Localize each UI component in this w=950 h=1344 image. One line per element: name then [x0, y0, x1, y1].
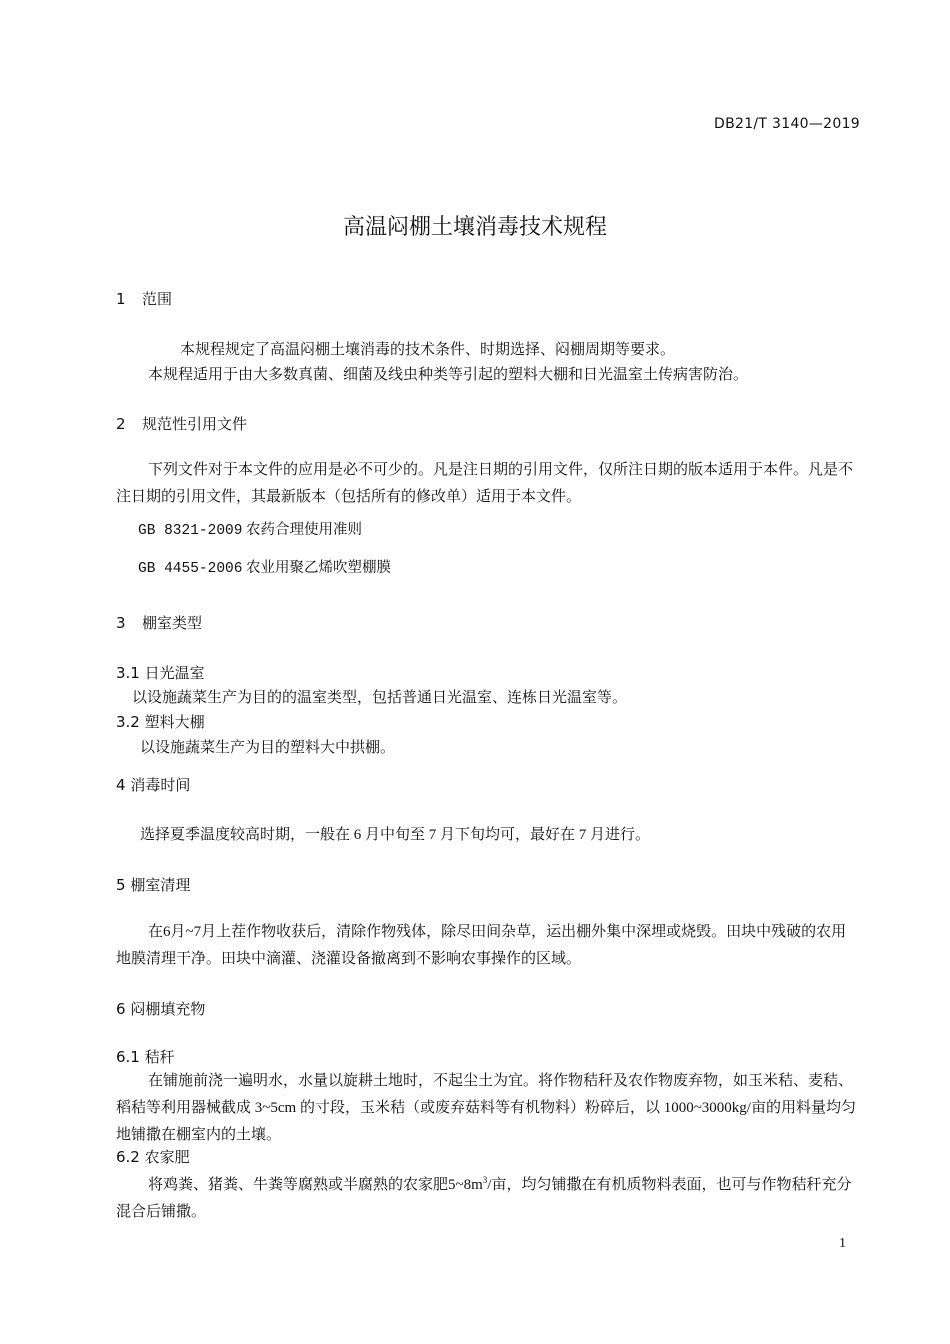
section-1-paragraph-1: 本规程规定了高温闷棚土壤消毒的技术条件、时期选择、闷棚周期等要求。: [180, 342, 676, 358]
subsection-3-2-title: 塑料大棚: [144, 713, 205, 731]
section-2-number: 2: [116, 415, 126, 433]
section-4-heading: [116, 774, 190, 795]
subsection-3-2-heading: [116, 711, 205, 732]
subsection-6-1-number: 6.1: [116, 1048, 140, 1066]
section-1-heading: [116, 288, 172, 309]
subsection-6-2-text: [116, 1167, 861, 1226]
subsection-3-1-text: 以设施蔬菜生产为目的的温室类型，包括普通日光温室、连栋日光温室等。: [132, 690, 628, 706]
superscript-cubic: 3: [482, 1175, 488, 1185]
subsection-6-2-number: 6.2: [116, 1148, 140, 1166]
section-6-title: 闷棚填充物: [130, 1000, 206, 1018]
reference-item: [138, 556, 391, 577]
subsection-6-2-text-end: /亩，均匀铺撒在有机质物料表面，也可与作物秸秆充分混合后铺撒。: [116, 1177, 852, 1220]
section-2-title: 规范性引用文件: [142, 415, 248, 433]
section-1-title: 范围: [142, 290, 173, 308]
section-4-number: 4: [116, 776, 126, 794]
subsection-3-1-number: 3.1: [116, 664, 140, 682]
subsection-3-2-text: 以设施蔬菜生产为目的塑料大中拱棚。: [140, 740, 396, 756]
section-5-number: 5: [116, 876, 126, 894]
section-5-heading: [116, 874, 190, 895]
subsection-6-1-title: 秸秆: [144, 1048, 175, 1066]
section-1-number: 1: [116, 290, 126, 308]
subsection-6-2-title: 农家肥: [144, 1148, 190, 1166]
section-3-number: 3: [116, 614, 126, 632]
reference-name: 农药合理使用准则: [246, 522, 363, 538]
section-1-paragraph-2: 本规程适用于由大多数真菌、细菌及线虫种类等引起的塑料大棚和日光温室土传病害防治。: [148, 367, 749, 383]
reference-code: GB 4455-2006: [138, 561, 243, 577]
section-4-title: 消毒时间: [130, 776, 191, 794]
section-2-intro: 下列文件对于本文件的应用是必不可少的。凡是注日期的引用文件，仅所注日期的版本适用于本件。凡是不注日期的引用文件，其最新版本（包括所有的修改单）适用于本文件。: [116, 462, 854, 505]
section-4-text: 选择夏季温度较高时期，一般在 6 月中旬至 7 月下旬均可，最好在 7 月进行。: [140, 827, 651, 843]
subsection-3-1-title: 日光温室: [144, 664, 205, 682]
section-3-heading: [116, 612, 202, 633]
section-2-heading: [116, 413, 247, 434]
subsection-6-1-heading: [116, 1046, 175, 1067]
subsection-6-2-heading: [116, 1146, 190, 1167]
document-title: 高温闷棚土壤消毒技术规程: [342, 215, 607, 240]
page-number: 1: [839, 1236, 846, 1251]
subsection-3-2-number: 3.2: [116, 713, 140, 731]
section-6-heading: [116, 998, 205, 1019]
subsection-6-2-text-start: 将鸡粪、猪粪、牛粪等腐熟或半腐熟的农家肥5~8m: [148, 1177, 483, 1193]
document-number: DB21/T 3140—2019: [714, 116, 860, 132]
section-3-title: 棚室类型: [142, 614, 203, 632]
reference-code: GB 8321-2009: [138, 523, 243, 539]
subsection-3-1-heading: [116, 662, 205, 683]
reference-item: [138, 518, 362, 539]
section-5-title: 棚室清理: [130, 876, 191, 894]
section-5-text: 在6月~7月上茬作物收获后，清除作物残体，除尽田间杂草，运出棚外集中深埋或烧毁。田块中残破的农用地膜清理干净。田块中滴灌、浇灌设备撤离到不影响农事操作的区域。: [116, 924, 847, 967]
subsection-6-1-text: 在铺施前浇一遍明水，水量以旋耕土地时，不起尘土为宜。将作物秸秆及农作物废弃物，如玉米秸、麦秸、稻秸等利用器械截成 3~5cm 的寸段，玉米秸（或废弃菇料等有机物料）粉碎后，以 1000~3000kg/亩的用料量均匀地铺撒在棚室内的土壤。: [116, 1073, 856, 1143]
reference-name: 农业用聚乙烯吹塑棚膜: [246, 560, 392, 576]
section-6-number: 6: [116, 1000, 126, 1018]
